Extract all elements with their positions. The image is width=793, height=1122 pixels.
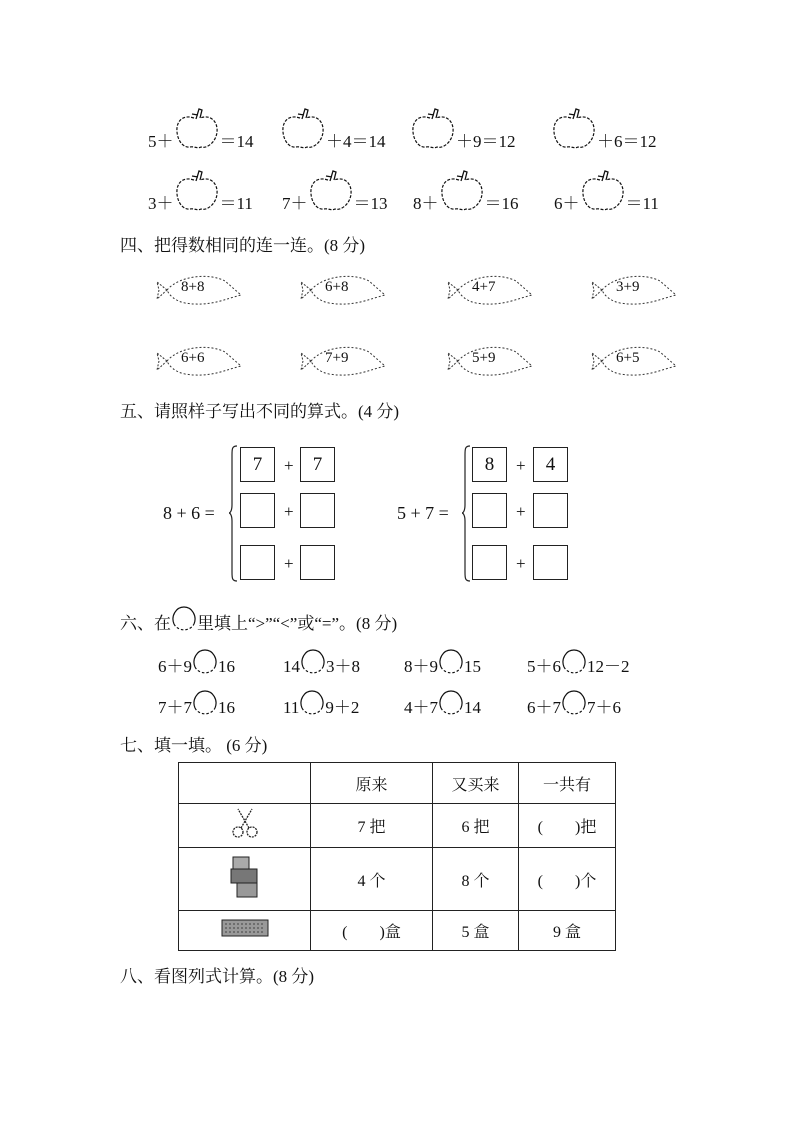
equation-prefix: 7＋ xyxy=(282,194,308,213)
equation-suffix: ＝14 xyxy=(219,132,254,151)
equation-suffix: ＝11 xyxy=(219,194,253,213)
circle-blank-icon[interactable] xyxy=(192,688,218,718)
answer-box[interactable] xyxy=(472,545,507,580)
equation-prefix: 3＋ xyxy=(148,194,174,213)
left-operand: 5＋6 xyxy=(527,657,561,676)
equation-suffix: ＝16 xyxy=(484,194,519,213)
fish-expression: 6+6 xyxy=(181,350,205,366)
circle-blank-icon[interactable] xyxy=(438,688,464,718)
title-part: 六、在 xyxy=(120,614,171,633)
table-cell-blank[interactable]: ( )个 xyxy=(519,848,616,911)
right-operand: 16 xyxy=(218,698,235,717)
item-image-cell xyxy=(179,911,311,951)
apple-equation xyxy=(554,166,659,214)
compare-item xyxy=(283,641,360,677)
apple-blank-icon[interactable] xyxy=(280,106,326,152)
equation-suffix: ＋9＝12 xyxy=(456,132,516,151)
box-icon xyxy=(221,918,269,938)
answer-box[interactable] xyxy=(533,493,568,528)
left-operand: 7＋7 xyxy=(158,698,192,717)
right-operand: 15 xyxy=(464,657,481,676)
apple-blank-icon[interactable] xyxy=(580,168,626,214)
table-cell: 4 个 xyxy=(311,848,433,911)
equation-prefix: 8＋ xyxy=(413,194,439,213)
right-expression: 5 + 7 = xyxy=(397,503,449,523)
right-operand: 7＋6 xyxy=(587,698,621,717)
fish-card[interactable] xyxy=(155,344,245,378)
apple-equation xyxy=(148,166,253,214)
right-operand: 3＋8 xyxy=(326,657,360,676)
apple-equation xyxy=(551,104,657,152)
right-operand: 12－2 xyxy=(587,657,630,676)
table-header-row xyxy=(179,763,616,804)
equation-suffix: ＝11 xyxy=(625,194,659,213)
fill-table xyxy=(178,762,616,951)
fish-expression: 8+8 xyxy=(181,279,205,295)
compare-item xyxy=(404,641,481,677)
left-operand: 14 xyxy=(283,657,300,676)
answer-box[interactable] xyxy=(472,493,507,528)
apple-blank-icon[interactable] xyxy=(551,106,597,152)
section-7-title: 七、填一填。 (6 分) xyxy=(120,736,268,755)
apple-blank-icon[interactable] xyxy=(174,168,220,214)
title-part: 里填上“>”“<”或“=”。(8 分) xyxy=(197,614,398,633)
apple-equation xyxy=(280,104,386,152)
fish-expression: 6+5 xyxy=(616,350,640,366)
right-operand: 9＋2 xyxy=(325,698,360,717)
apple-blank-icon[interactable] xyxy=(174,106,220,152)
header-cell xyxy=(179,763,311,804)
equation-prefix: 5＋ xyxy=(148,132,174,151)
section-8-title: 八、看图列式计算。(8 分) xyxy=(120,967,315,986)
circle-blank-icon[interactable] xyxy=(561,688,587,718)
brace-icon xyxy=(461,445,471,582)
plus-sign: + xyxy=(516,456,526,475)
fish-card[interactable] xyxy=(446,273,536,307)
item-image-cell xyxy=(179,804,311,848)
equation-suffix: ＋4＝14 xyxy=(326,132,386,151)
answer-box[interactable] xyxy=(240,493,275,528)
table-cell: 6 把 xyxy=(433,804,519,848)
circle-blank-icon[interactable] xyxy=(192,647,218,677)
plus-sign: + xyxy=(516,554,526,573)
section-6-title xyxy=(120,598,397,634)
plus-sign: + xyxy=(284,554,294,573)
compare-item xyxy=(527,641,630,677)
equation-suffix: ＝13 xyxy=(353,194,388,213)
fish-expression: 7+9 xyxy=(325,350,349,366)
apple-blank-icon[interactable] xyxy=(410,106,456,152)
right-operand: 14 xyxy=(464,698,481,717)
right-operand: 16 xyxy=(218,657,235,676)
answer-box: 7 xyxy=(240,447,275,482)
apple-equation xyxy=(410,104,516,152)
compare-item xyxy=(158,641,235,677)
apple-equation xyxy=(413,166,519,214)
fish-card[interactable] xyxy=(299,273,389,307)
table-row xyxy=(179,911,616,951)
apple-equation xyxy=(148,104,254,152)
header-cell: 原来 xyxy=(311,763,433,804)
table-row xyxy=(179,848,616,911)
answer-box: 8 xyxy=(472,447,507,482)
compare-item xyxy=(527,682,621,718)
fish-card[interactable] xyxy=(590,344,680,378)
left-operand: 6＋7 xyxy=(527,698,561,717)
circle-blank-icon[interactable] xyxy=(300,647,326,677)
section-5-title: 五、请照样子写出不同的算式。(4 分) xyxy=(120,402,400,421)
plus-sign: + xyxy=(284,502,294,521)
compare-item xyxy=(283,682,359,718)
fish-expression: 3+9 xyxy=(616,279,640,295)
left-expression: 8 + 6 = xyxy=(163,503,215,523)
circle-blank-icon xyxy=(171,604,197,634)
plus-sign: + xyxy=(516,502,526,521)
answer-box[interactable] xyxy=(240,545,275,580)
left-operand: 11 xyxy=(283,698,300,717)
equation-suffix: ＋6＝12 xyxy=(597,132,657,151)
header-cell: 一共有 xyxy=(519,763,616,804)
equation-prefix: 6＋ xyxy=(554,194,580,213)
circle-blank-icon[interactable] xyxy=(438,647,464,677)
fish-card[interactable] xyxy=(590,273,680,307)
scissors-icon xyxy=(230,806,260,840)
compare-item xyxy=(404,682,481,718)
header-cell: 又买来 xyxy=(433,763,519,804)
table-cell-blank[interactable]: ( )把 xyxy=(519,804,616,848)
fish-expression: 6+8 xyxy=(325,279,349,295)
circle-blank-icon[interactable] xyxy=(561,647,587,677)
compare-item xyxy=(158,682,235,718)
item-image-cell xyxy=(179,848,311,911)
apple-blank-icon[interactable] xyxy=(308,168,354,214)
left-operand: 6＋9 xyxy=(158,657,192,676)
answer-box[interactable] xyxy=(300,545,335,580)
table-cell: 9 盒 xyxy=(519,911,616,951)
brace-icon xyxy=(228,445,238,582)
toy-icon xyxy=(227,854,263,900)
apple-equation xyxy=(282,166,388,214)
table-cell: 7 把 xyxy=(311,804,433,848)
answer-box[interactable] xyxy=(300,493,335,528)
fish-expression: 4+7 xyxy=(472,279,496,295)
apple-blank-icon[interactable] xyxy=(439,168,485,214)
left-operand: 8＋9 xyxy=(404,657,438,676)
answer-box: 7 xyxy=(300,447,335,482)
left-operand: 4＋7 xyxy=(404,698,438,717)
answer-box[interactable] xyxy=(533,545,568,580)
table-cell-blank[interactable]: ( )盒 xyxy=(311,911,433,951)
fish-card[interactable] xyxy=(446,344,536,378)
section-4-title: 四、把得数相同的连一连。(8 分) xyxy=(120,236,366,255)
fish-expression: 5+9 xyxy=(472,350,496,366)
table-cell: 8 个 xyxy=(433,848,519,911)
answer-box: 4 xyxy=(533,447,568,482)
table-cell: 5 盒 xyxy=(433,911,519,951)
fish-card[interactable] xyxy=(299,344,389,378)
fish-card[interactable] xyxy=(155,273,245,307)
table-row xyxy=(179,804,616,848)
circle-blank-icon[interactable] xyxy=(299,688,325,718)
plus-sign: + xyxy=(284,456,294,475)
